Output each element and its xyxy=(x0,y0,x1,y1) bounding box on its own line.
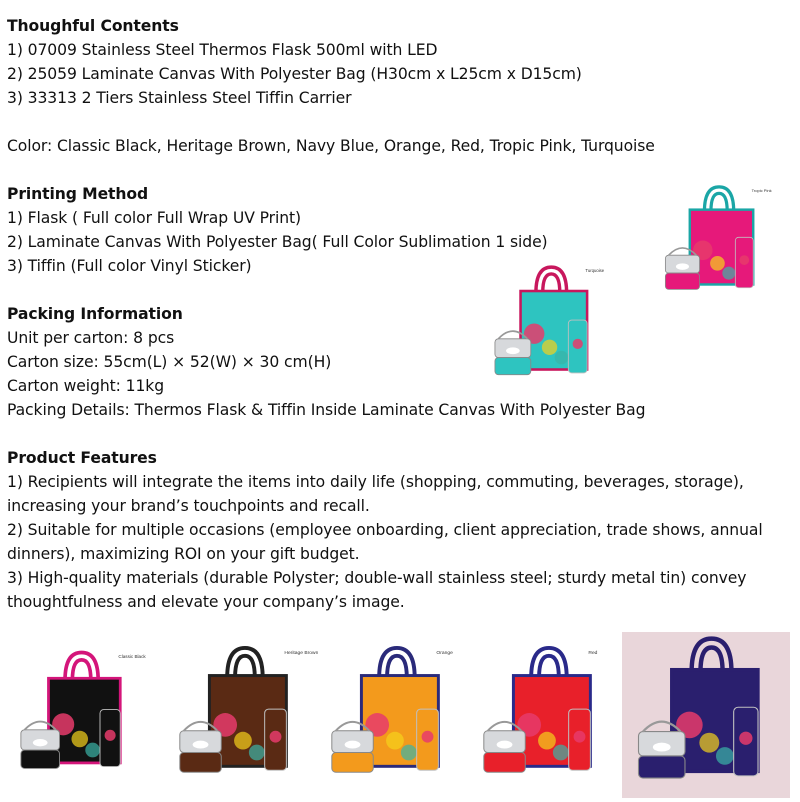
features-heading: Product Features xyxy=(7,449,157,467)
contents-item: 2) 25059 Laminate Canvas With Polyester Bag (H30cm x L25cm x D15cm) xyxy=(7,65,582,83)
color-label: Classic Black xyxy=(118,654,146,660)
bag-handle xyxy=(536,267,567,293)
bag-handle xyxy=(704,187,733,211)
color-label: Orange xyxy=(436,650,453,656)
product-image xyxy=(472,262,622,390)
product-image xyxy=(8,636,146,796)
bag-handle xyxy=(227,648,263,678)
features-item: 3) High-quality materials (durable Polyster; double-wall stainless steel; sturdy metal tin) convey thoughtfulness and elevate your company’s image. xyxy=(7,569,747,611)
bag-handle xyxy=(65,653,98,681)
packing-item: Unit per carton: 8 pcs xyxy=(7,329,175,347)
contents-heading: Thoughful Contents xyxy=(7,17,179,35)
contents-item: 3) 33313 2 Tiers Stainless Steel Tiffin Carrier xyxy=(7,89,352,107)
color-label: Red xyxy=(588,650,598,656)
packing-heading: Packing Information xyxy=(7,305,183,323)
color-label: Heritage Brown xyxy=(284,650,319,656)
printing-heading: Printing Method xyxy=(7,185,149,203)
packing-item: Carton weight: 11kg xyxy=(7,377,165,395)
printing-item: 2) Laminate Canvas With Polyester Bag( Full Color Sublimation 1 side) xyxy=(7,233,548,251)
product-description xyxy=(7,14,797,614)
bag-handle xyxy=(531,648,567,678)
product-image xyxy=(622,632,790,798)
contents-item: 1) 07009 Stainless Steel Thermos Flask 500ml with LED xyxy=(7,41,438,59)
color-label: Turquoise xyxy=(585,268,605,274)
product-image xyxy=(640,182,790,304)
packing-item: Carton size: 55cm(L) × 52(W) × 30 cm(H) xyxy=(7,353,332,371)
color-label: Tropic Pink xyxy=(751,187,772,193)
packing-item: Packing Details: Thermos Flask & Tiffin Inside Laminate Canvas With Polyester Bag xyxy=(7,401,646,419)
color-line: Color: Classic Black, Heritage Brown, Navy Blue, Orange, Red, Tropic Pink, Turquoise xyxy=(7,137,655,155)
printing-item: 1) Flask ( Full color Full Wrap UV Print) xyxy=(7,209,302,227)
product-image xyxy=(470,636,618,796)
features-item: 2) Suitable for multiple occasions (employee onboarding, client appreciation, trade shows, annual dinners), maximizing ROI on your gift budget. xyxy=(7,521,763,563)
features-item: 1) Recipients will integrate the items into daily life (shopping, commuting, beverages, storage), increasing your brand’s touchpoints and recall. xyxy=(7,473,744,515)
bag-handle xyxy=(692,639,732,672)
product-image xyxy=(166,636,319,796)
product-image xyxy=(318,636,466,796)
bag-handle xyxy=(379,648,415,678)
printing-item: 3) Tiffin (Full color Vinyl Sticker) xyxy=(7,257,252,275)
